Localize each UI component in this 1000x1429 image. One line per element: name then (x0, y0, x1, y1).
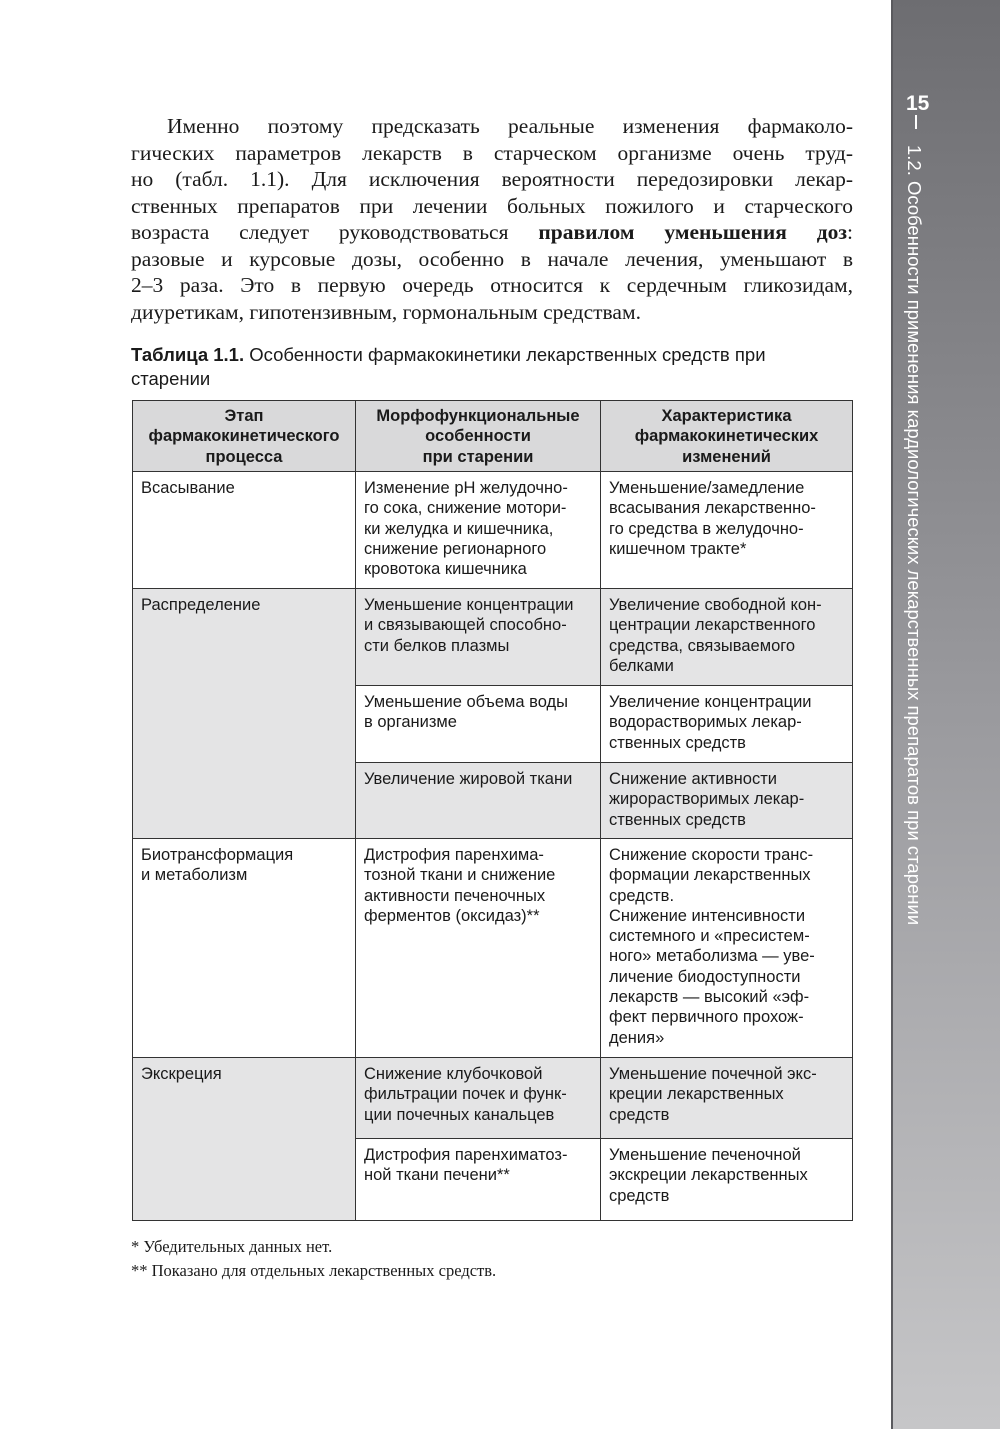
cell-line: в организме (364, 713, 457, 732)
pharmacokinetic-change-cell (601, 763, 853, 839)
morphofunctional-cell (356, 686, 601, 763)
cell-line: и связывающей способно- (364, 616, 567, 635)
cell-line: ственных средств (609, 810, 746, 829)
cell-line: личение биодоступности (609, 967, 801, 986)
cell-line: Биотрансформация (141, 846, 294, 864)
cell-line: Всасывание (141, 479, 235, 497)
cell-line: Характеристика (661, 407, 792, 425)
footnotes (131, 1235, 496, 1283)
cell-line: Увеличение свободной кон- (609, 596, 822, 614)
morphofunctional-cell (356, 589, 601, 686)
cell-line: кровотока кишечника (364, 560, 527, 579)
cell-line: особенности (425, 427, 531, 446)
cell-line: изменений (682, 447, 771, 466)
stage-cell (133, 589, 356, 839)
table-row (133, 589, 853, 686)
cell-line: всасывания лекарственно- (609, 499, 816, 518)
morphofunctional-cell (356, 839, 601, 1058)
cell-line: жирорастворимых лекар- (609, 790, 805, 809)
bold-term: правилом уменьшения доз (538, 220, 848, 244)
cell-line: Уменьшение почечной экс- (609, 1065, 817, 1083)
pharmacokinetic-change-cell (601, 1139, 853, 1221)
column-header (133, 401, 356, 472)
cell-line: экскреции лекарственных (609, 1166, 808, 1185)
cell-line: ного» метаболизма — уве- (609, 947, 815, 966)
pharmacokinetic-change-cell (601, 472, 853, 589)
paragraph-line (131, 246, 853, 273)
cell-line: Изменение pH желудочно- (364, 479, 568, 497)
cell-line: креции лекарственных (609, 1085, 784, 1104)
cell-line: Увеличение жировой ткани (364, 770, 573, 788)
cell-line: ной ткани печени** (364, 1166, 510, 1185)
cell-line: Увеличение концентрации (609, 693, 812, 711)
morphofunctional-cell (356, 472, 601, 589)
cell-line: ки желудка и кишечника, (364, 519, 554, 538)
cell-line: Снижение интенсивности (609, 906, 806, 925)
table-caption (131, 343, 853, 391)
cell-line: ственных средств (609, 733, 746, 752)
paragraph-line (131, 113, 853, 140)
stage-cell (133, 1058, 356, 1221)
cell-line: центрации лекарственного (609, 616, 816, 635)
caption-text-2: старении (131, 368, 211, 389)
stage-cell (133, 472, 356, 589)
pharmacokinetic-change-cell (601, 589, 853, 686)
cell-line: активности печеночных (364, 886, 546, 905)
morphofunctional-cell (356, 1058, 601, 1139)
text: 2–3 раза. Это в первую очередь относится к сердечным гликозидам, (131, 273, 853, 297)
text: Именно поэтому предсказать реальные изменения фармаколо- (167, 114, 853, 138)
cell-line: сти белков плазмы (364, 636, 510, 655)
cell-line: го сока, снижение мотори- (364, 499, 567, 518)
cell-line: кишечном тракте* (609, 539, 747, 558)
stage-cell (133, 839, 356, 1058)
text: разовые и курсовые дозы, особенно в начале лечения, уменьшают в (131, 246, 853, 271)
cell-line: Снижение скорости транс- (609, 846, 814, 864)
cell-line: Снижение активности (609, 770, 777, 788)
cell-line: водорастворимых лекар- (609, 713, 802, 732)
cell-line: лекарств — высокий «эф- (609, 988, 810, 1007)
cell-line: фильтрации почек и функ- (364, 1085, 567, 1104)
morphofunctional-cell (356, 1139, 601, 1221)
footnote-2: ** Показано для отдельных лекарственных средств. (131, 1261, 497, 1280)
cell-line: фект первичного прохож- (609, 1008, 804, 1027)
cell-line: ции почечных канальцев (364, 1105, 555, 1124)
cell-line: формации лекарственных (609, 866, 811, 885)
cell-line: Экскреция (141, 1065, 222, 1083)
pharmacokinetics-table (132, 400, 853, 1221)
cell-line: ферментов (оксидаз)** (364, 906, 540, 925)
paragraph-line (131, 140, 853, 167)
paragraph-line (131, 272, 853, 299)
cell-line: Дистрофия паренхима- (364, 846, 544, 864)
cell-line: средства, связываемого (609, 636, 796, 655)
text: но (табл. 1.1). Для исключения вероятности передозировки лекар- (131, 167, 853, 191)
morphofunctional-cell (356, 763, 601, 839)
cell-line: при старении (422, 447, 534, 466)
cell-line: Уменьшение концентрации (364, 596, 574, 614)
cell-line: средств (609, 1186, 670, 1205)
footnote-1: * Убедительных данных нет. (131, 1237, 333, 1256)
cell-line: Этап (224, 407, 264, 425)
cell-line: Морфофункциональные (376, 407, 580, 425)
table-header-row (133, 401, 853, 472)
text: ственных препаратов при лечении больных пожилого и старческого (131, 193, 853, 218)
table-row (133, 1058, 853, 1139)
paragraph-line (131, 299, 853, 326)
pharmacokinetic-change-cell (601, 839, 853, 1058)
cell-line: фармакокинетического (148, 427, 340, 446)
cell-line: средств. (609, 886, 675, 905)
cell-line: Уменьшение объема воды (364, 693, 569, 711)
text: диуретикам, гипотензивным, гормональным средствам. (131, 299, 641, 324)
cell-line: процесса (205, 447, 283, 466)
table-row (133, 472, 853, 589)
cell-line: Уменьшение/замедление (609, 479, 805, 497)
caption-text: Особенности фармакокинетики лекарственных средств при (249, 344, 766, 365)
caption-label: Таблица 1.1. (131, 344, 245, 365)
paragraph-line (131, 166, 853, 193)
cell-line: Распределение (141, 596, 261, 614)
page-number: 15 (906, 92, 930, 115)
cell-line: и метаболизм (141, 866, 248, 885)
cell-line: белками (609, 656, 674, 675)
paragraph-line (131, 193, 853, 220)
cell-line: снижение регионарного (364, 539, 547, 558)
text: : (847, 220, 854, 244)
cell-line: Дистрофия паренхиматоз- (364, 1146, 568, 1164)
cell-line: дения» (609, 1028, 665, 1047)
text: возраста следует руководствоваться (131, 220, 539, 244)
chapter-sidebar (891, 0, 1000, 1429)
cell-line: Снижение клубочковой (364, 1065, 543, 1083)
table-row (133, 839, 853, 1058)
cell-line: Уменьшение печеночной (609, 1146, 801, 1164)
cell-line: средств (609, 1105, 670, 1124)
running-head: 1.2. Особенности применения кардиологических лекарственных препаратов при старении (904, 145, 925, 926)
cell-line: тозной ткани и снижение (364, 866, 556, 885)
cell-line: го средства в желудочно- (609, 519, 804, 538)
text: гических параметров лекарств в старческом организме очень труд- (131, 140, 853, 165)
pharmacokinetic-change-cell (601, 1058, 853, 1139)
pharmacokinetic-change-cell (601, 686, 853, 763)
column-header (356, 401, 601, 472)
divider (915, 115, 917, 129)
body-paragraph (131, 113, 853, 325)
column-header (601, 401, 853, 472)
paragraph-line (131, 219, 853, 246)
cell-line: фармакокинетических (634, 427, 819, 446)
cell-line: системного и «пресистем- (609, 927, 810, 946)
